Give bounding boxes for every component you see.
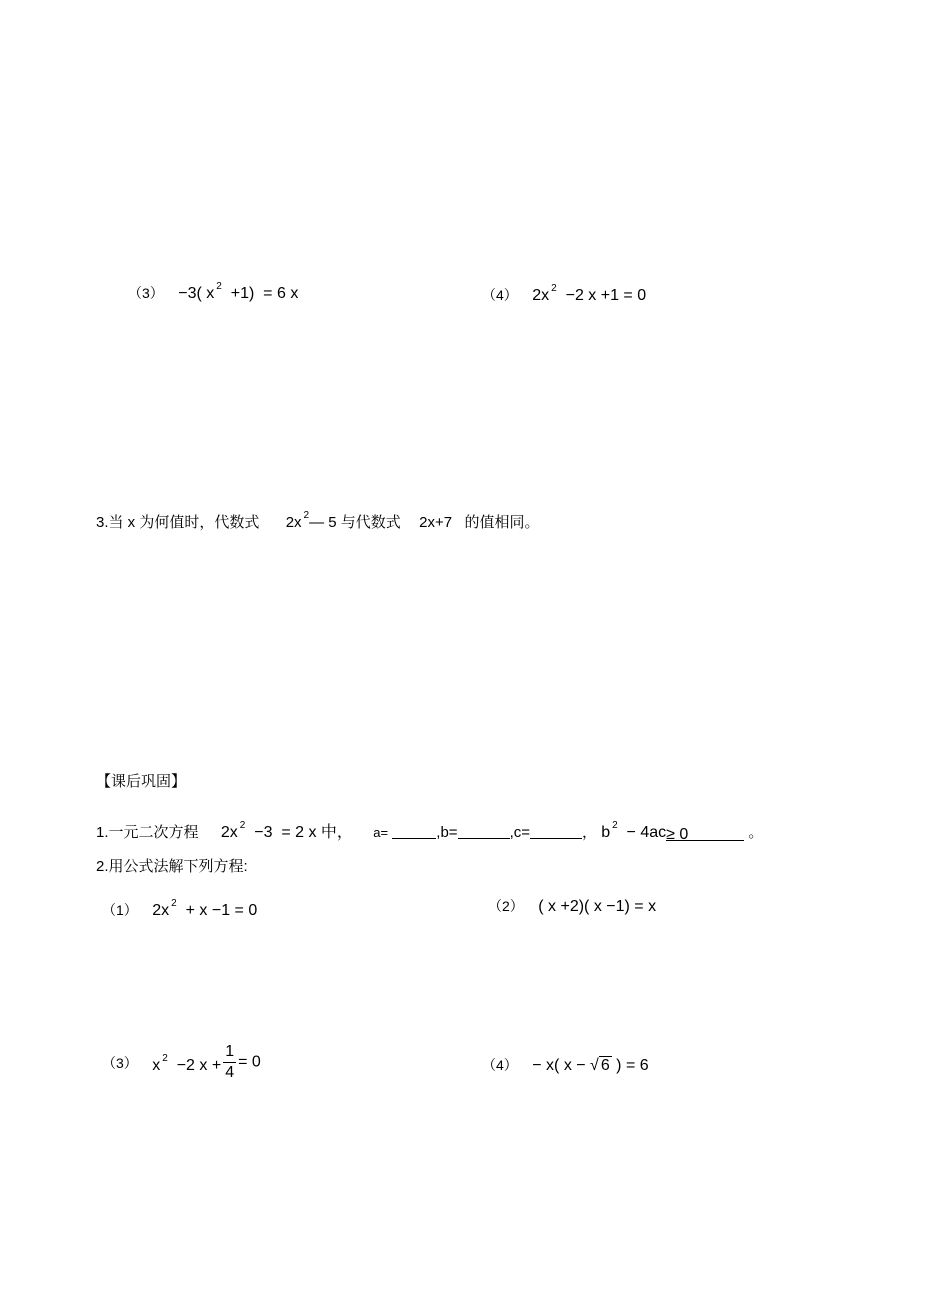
problem-label: （1） [102,902,138,918]
equation-tail: = 0 [238,1053,261,1071]
square-root [599,1055,612,1077]
expr-2: 2x+7 [419,514,453,531]
problem-label: （4） [482,1057,518,1073]
equation: ( x +2)( x −1) = x [538,898,657,915]
equation: −3( x $^2$ +1) = 6 x [178,281,299,302]
fraction-numerator: 1 [223,1042,236,1063]
question-3-mid: 与代数式 [340,514,401,531]
problem-4-a [482,278,646,307]
question-3 [96,505,539,534]
coef-b-label: ,b= [436,824,458,841]
fraction [223,1042,236,1083]
coef-c-blank[interactable] [530,822,582,839]
question-3-prefix: 3.当 x 为何值时，代数式 [96,514,260,531]
discriminant-value: ≥ 0 [666,826,689,843]
radicand: 6 [600,1057,610,1074]
comma: ， [582,824,598,841]
discriminant: b $^2$ − 4ac [601,820,667,841]
review-question-2-title: 2.用公式法解下列方程: [96,858,248,875]
review-item-2 [488,895,656,918]
question-1-prefix: 1.一元二次方程 [96,824,199,841]
fraction-denominator: 4 [225,1064,235,1081]
review-question-1 [96,815,763,844]
coef-b-blank[interactable] [458,822,510,839]
equation-tail: ) = 6 [611,1057,649,1074]
review-item-4 [482,1054,649,1077]
expr-1: 2x $^2$— 5 [285,510,337,531]
review-item-1 [102,893,257,922]
section-heading: 【课后巩固】 [96,773,187,790]
problem-label: （2） [488,898,524,914]
coef-c-label: ,c= [509,824,530,841]
coef-a-label: a= [373,825,389,840]
question-1-equation: 2x $^2$ −3 = 2 x 中， [220,820,353,841]
discriminant-blank[interactable] [666,824,744,841]
equation: 2x $^2$ + x −1 = 0 [152,898,258,919]
equation: 2x $^2$ −2 x +1 = 0 [532,283,647,304]
review-item-3 [102,1042,261,1083]
problem-label: （4） [482,287,518,303]
sentence-end: 。 [748,824,764,841]
equation: x $^2$ −2 x + [152,1053,222,1074]
coef-a-blank[interactable] [392,822,436,839]
problem-label: （3） [102,1054,138,1071]
problem-label: （3） [128,285,164,301]
equation: − x( x − √ [532,1057,599,1074]
question-3-suffix: 的值相同。 [464,514,540,531]
problem-3-a [128,276,298,305]
